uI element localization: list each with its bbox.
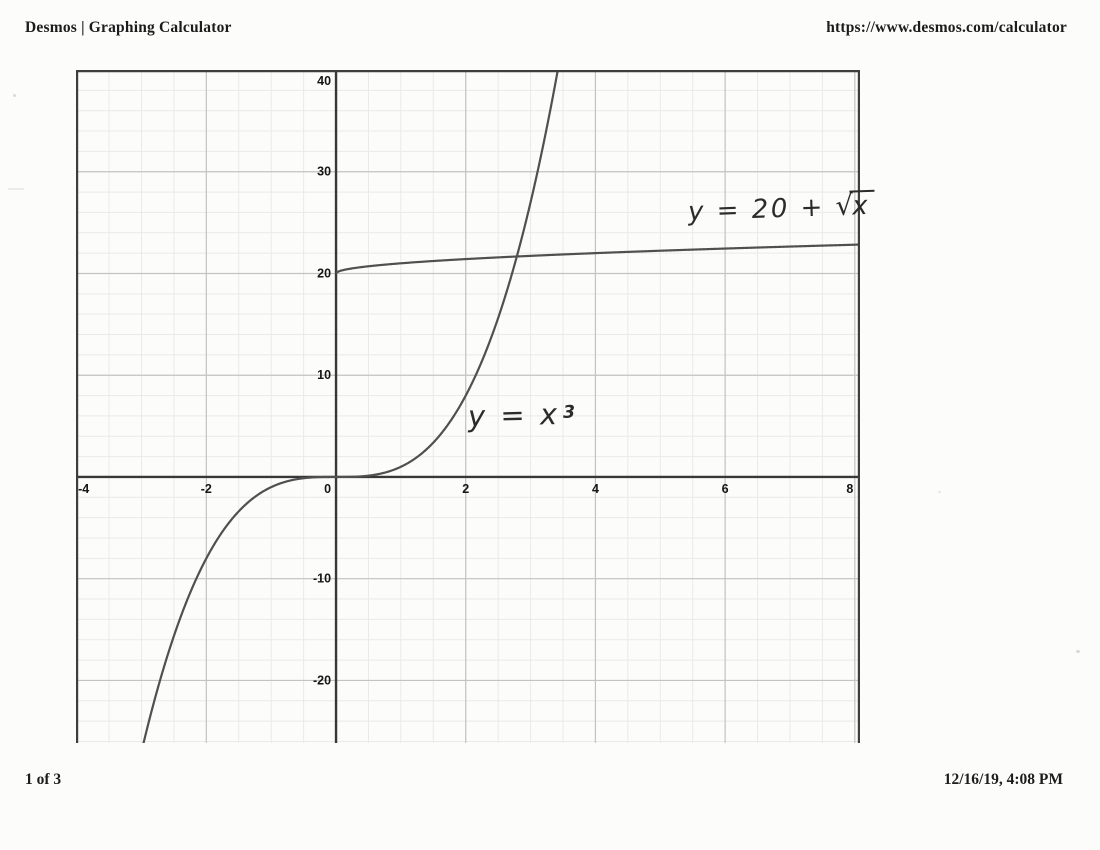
sqrt-annotation-prefix: y = 20 + (687, 192, 837, 228)
svg-text:8: 8 (846, 481, 854, 496)
svg-text:20: 20 (317, 266, 332, 281)
svg-text:4: 4 (591, 481, 599, 496)
scan-speck (1076, 650, 1080, 653)
print-timestamp: 12/16/19, 4:08 PM (943, 771, 1063, 788)
svg-text:30: 30 (317, 164, 332, 179)
cube-annotation-base: y = x (467, 396, 561, 434)
scan-speck (938, 491, 941, 493)
scan-speck (13, 94, 16, 97)
scan-speck (8, 188, 24, 190)
svg-text:-10: -10 (312, 571, 332, 586)
source-url: https://www.desmos.com/calculator (826, 19, 1067, 36)
svg-text:0: 0 (324, 481, 332, 496)
document-title: Desmos | Graphing Calculator (25, 19, 232, 36)
page-number: 1 of 3 (25, 771, 62, 788)
svg-text:-4: -4 (78, 481, 90, 496)
cube-annotation-exponent: 3 (562, 402, 579, 423)
sqrt-annotation-radicand: x (850, 190, 876, 221)
svg-text:6: 6 (721, 481, 729, 496)
sqrt-curve-annotation (687, 189, 875, 228)
svg-text:40: 40 (317, 74, 332, 88)
graph-region (76, 70, 871, 743)
cube-curve-annotation (467, 396, 579, 434)
svg-text:-20: -20 (312, 673, 332, 688)
radical-sign-icon: √ (835, 189, 854, 223)
svg-text:-2: -2 (200, 481, 212, 496)
svg-text:10: 10 (317, 368, 332, 383)
svg-text:2: 2 (462, 481, 470, 496)
